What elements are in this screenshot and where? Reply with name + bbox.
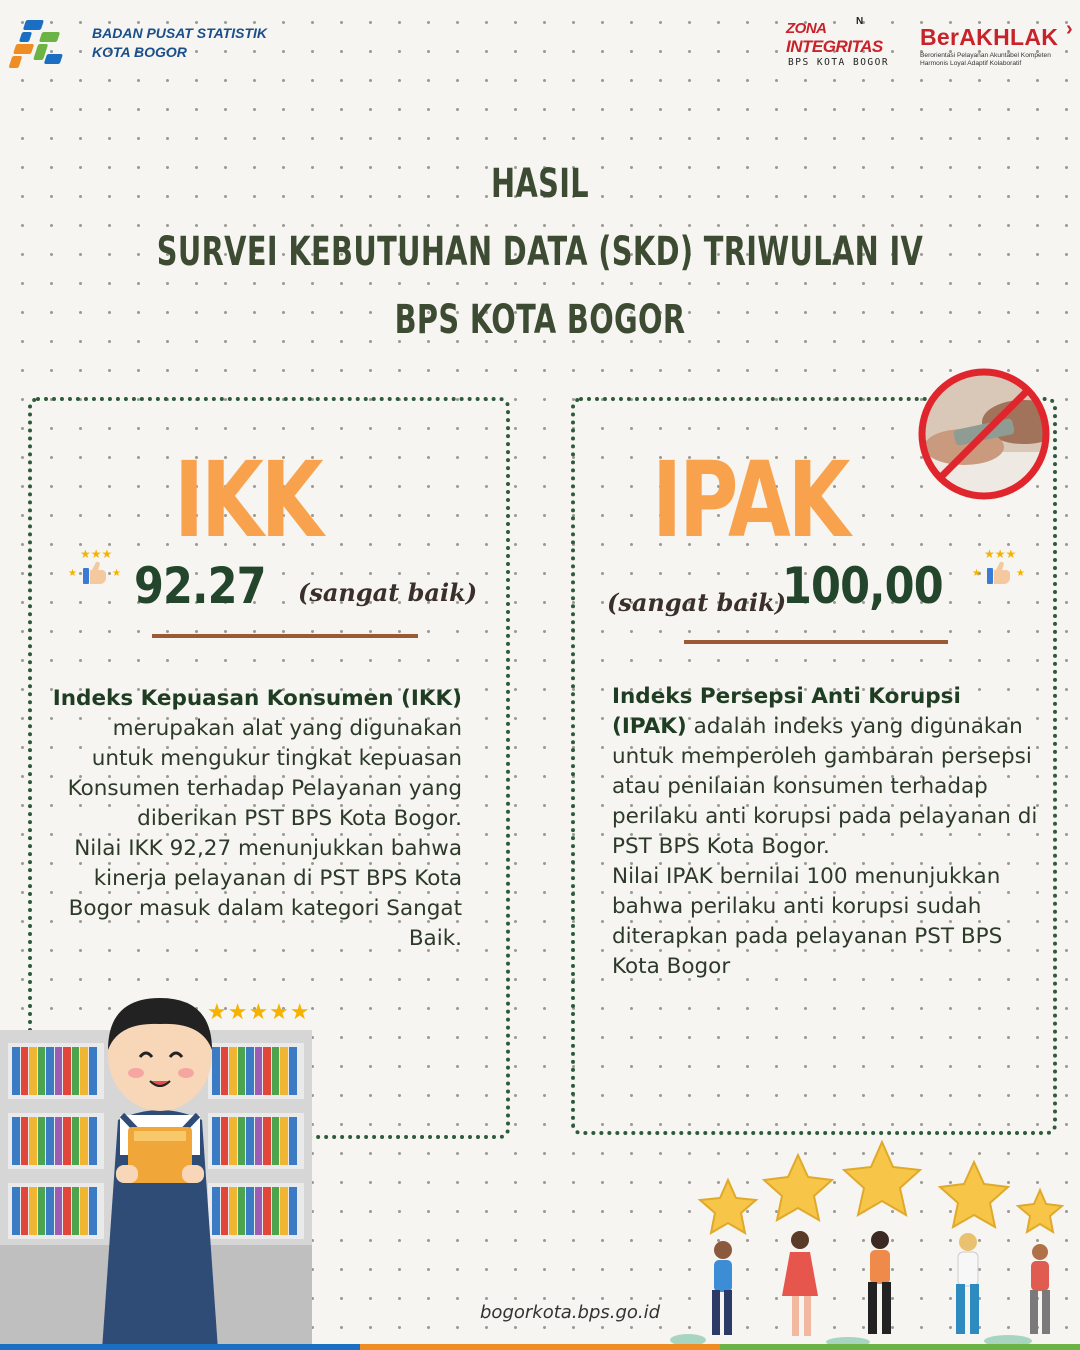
- berakhlak-tagline: [920, 52, 1076, 68]
- shopkeeper-illustration: [0, 995, 330, 1350]
- ikk-desc-rest: merupakan alat yang digunakan untuk mengukur tingkat kepuasan Konsumen terhadap Pelayanan yang diberikan PST BPS Kota Bogor.: [67, 716, 462, 831]
- svg-text:★: ★: [68, 568, 77, 579]
- thumbs-up-stars-icon: [66, 544, 124, 590]
- ipak-desc-rest: adalah indeks yang digunakan untuk memperoleh gambaran persepsi atau penilaian konsumen terhadap perilaku anti korupsi pada pelayanan di PST BPS Kota Bogor.: [612, 714, 1038, 859]
- ikk-description: [50, 684, 462, 954]
- berakhlak-tagline-2: Harmonis Loyal Adaptif Kolaboratif: [920, 60, 1022, 67]
- thumbs-up-stars-icon: [970, 544, 1028, 590]
- svg-text:★: ★: [1016, 568, 1025, 579]
- integritas-label: INTEGRITAS: [786, 37, 883, 56]
- chevron-icon: ›: [1066, 18, 1073, 40]
- title-line2: SURVEI KEBUTUHAN DATA (SKD) TRIWULAN IV: [156, 229, 924, 275]
- bps-logo-icon: [8, 14, 88, 74]
- no-corruption-icon: [904, 362, 1074, 502]
- org-name: [92, 24, 267, 62]
- berakhlak-logo: [920, 18, 1076, 76]
- ipak-divider: [684, 640, 948, 644]
- ipak-desc-note: Nilai IPAK bernilai 100 menunjukkan bahwa perilaku anti korupsi sudah diterapkan pada pelayanan PST BPS Kota Bogor: [612, 864, 1003, 979]
- ikk-desc-bold: Indeks Kepuasan Konsumen (IKK): [52, 686, 462, 711]
- ipak-category: (sangat baik): [607, 588, 787, 617]
- org-name-line1: BADAN PUSAT STATISTIK: [92, 25, 267, 41]
- ipak-desc-bold: Indeks Persepsi Anti Korupsi (IPAK): [612, 684, 961, 739]
- zona-integritas-logo: [786, 16, 912, 72]
- ikk-acronym: IKK: [174, 439, 321, 561]
- page-title: [151, 150, 929, 354]
- celebrating-people-illustration: [668, 1140, 1080, 1345]
- website-url[interactable]: bogorkota.bps.go.id: [480, 1302, 661, 1323]
- zona-sub-label: BPS KOTA BOGOR: [788, 57, 890, 68]
- five-star-rating: ★★★★★: [207, 1000, 311, 1025]
- ipak-description: [612, 682, 1042, 982]
- ipak-acronym: IPAK: [652, 439, 848, 561]
- berakhlak-tagline-1: Berorientasi Pelayanan Akuntabel Kompeten: [920, 52, 1051, 59]
- svg-text:★★★: ★★★: [80, 547, 113, 561]
- title-line3: BPS KOTA BOGOR: [394, 297, 686, 343]
- zona-mark: N: [856, 16, 864, 27]
- footer-color-bar: [0, 1344, 1080, 1350]
- ikk-desc-note: Nilai IKK 92,27 menunjukkan bahwa kinerja pelayanan di PST BPS Kota Bogor masuk dalam kategori Sangat Baik.: [68, 836, 462, 951]
- ipak-score: 100,00: [782, 557, 943, 615]
- ikk-score: 92.27: [134, 557, 266, 615]
- title-line1: HASIL: [490, 161, 590, 207]
- svg-text:★: ★: [112, 568, 121, 579]
- svg-text:★: ★: [972, 568, 981, 579]
- org-name-line2: KOTA BOGOR: [92, 44, 187, 60]
- ikk-category: (sangat baik): [298, 578, 478, 607]
- ikk-divider: [152, 634, 418, 638]
- berakhlak-word: BerAKHLAK: [920, 24, 1059, 50]
- svg-text:★★★: ★★★: [984, 547, 1017, 561]
- zona-label: ZONA: [786, 20, 827, 37]
